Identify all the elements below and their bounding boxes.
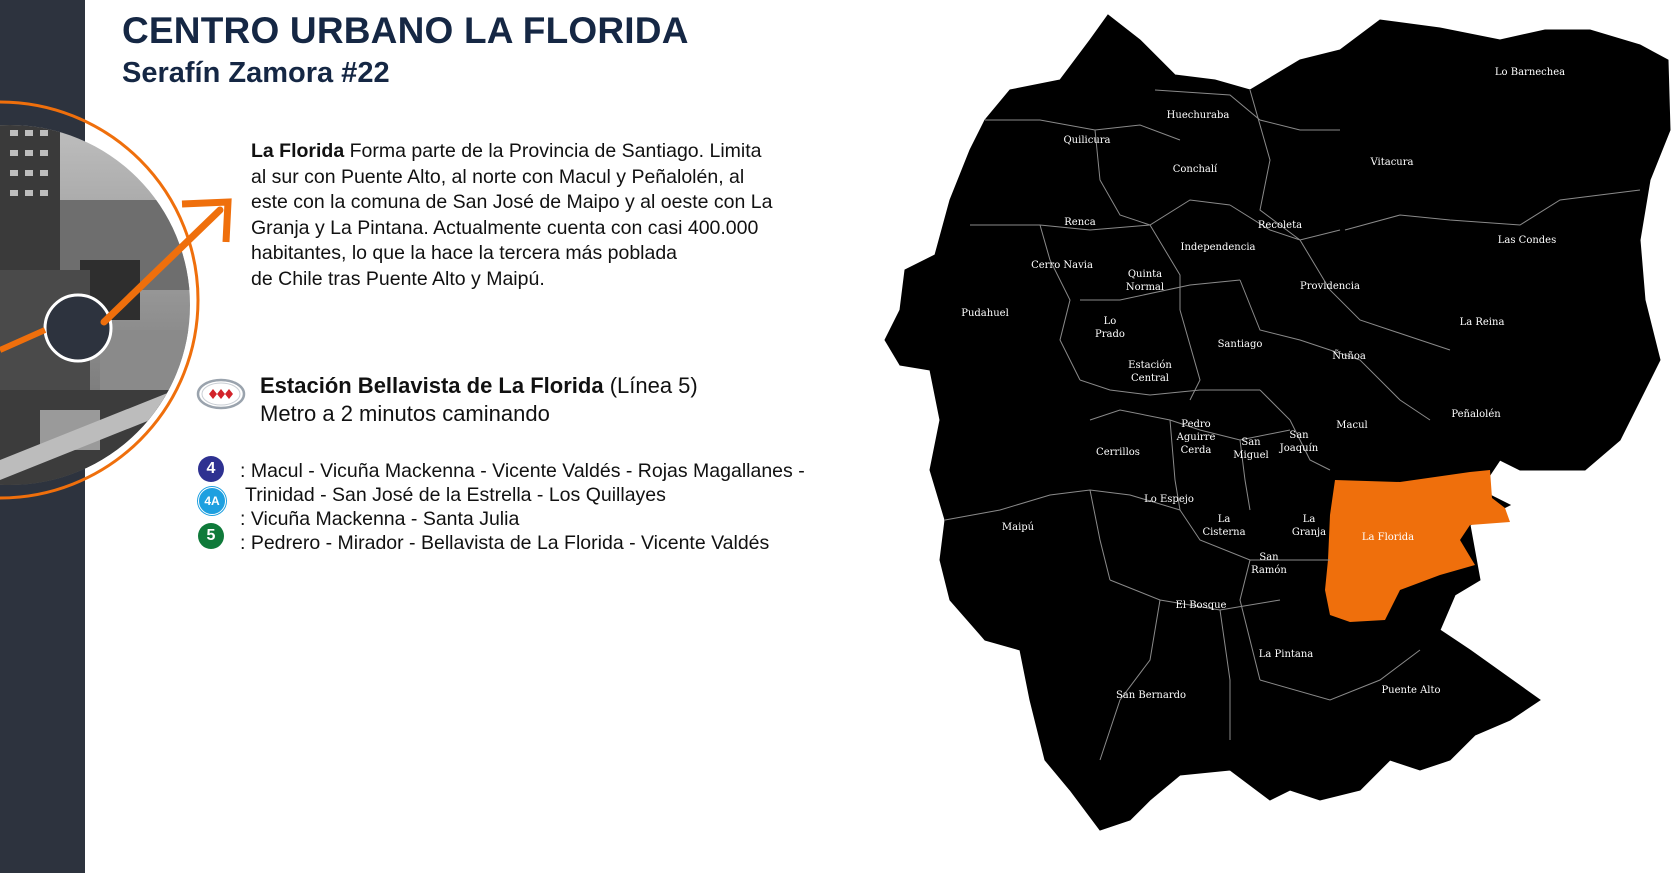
comuna-label-conchali: Conchalí <box>1172 164 1218 175</box>
comuna-label-independencia: Independencia <box>1180 242 1256 253</box>
comuna-label-pedro-aguirre-cerda-3: Cerda <box>1180 445 1212 456</box>
comuna-label-macul: Macul <box>1336 420 1368 431</box>
arrow-icon <box>100 190 240 330</box>
comuna-label-penalolen: Peñalolén <box>1451 409 1501 420</box>
station-walk-time: Metro a 2 minutos caminando <box>260 401 550 426</box>
page-subtitle: Serafín Zamora #22 <box>122 57 390 89</box>
line-4a-stations: : Vicuña Mackenna - Santa Julia <box>240 508 520 530</box>
comuna-label-lo-prado-2: Prado <box>1095 329 1125 340</box>
comuna-label-la-florida: La Florida <box>1361 532 1415 543</box>
description-line: Granja y La Pintana. Actualmente cuenta con casi 400.000 <box>251 216 759 239</box>
comuna-label-san-bernardo: San Bernardo <box>1115 690 1187 701</box>
description-text <box>251 139 811 292</box>
comuna-label-estacion-central-1: Estación <box>1128 360 1172 371</box>
comuna-label-nunoa: Ñuñoa <box>1332 351 1366 362</box>
station-info <box>260 372 698 428</box>
comuna-label-maipu: Maipú <box>1001 522 1035 533</box>
comuna-label-san-ramon-1: San <box>1259 552 1279 563</box>
comuna-label-pedro-aguirre-cerda-2: Aguirre <box>1176 432 1216 443</box>
comuna-label-estacion-central-2: Central <box>1131 373 1169 384</box>
santiago-comunas-map <box>880 0 1675 873</box>
comuna-label-lo-barnechea: Lo Barnechea <box>1494 67 1566 78</box>
comuna-label-pedro-aguirre-cerda-1: Pedro <box>1181 419 1211 430</box>
comuna-label-vitacura: Vitacura <box>1370 157 1414 168</box>
comuna-label-pudahuel: Pudahuel <box>961 308 1009 319</box>
page-title: CENTRO URBANO LA FLORIDA <box>122 10 689 51</box>
comuna-label-cerrillos: Cerrillos <box>1096 447 1140 458</box>
comuna-label-quinta-normal-1: Quinta <box>1127 269 1163 280</box>
comuna-label-las-condes: Las Condes <box>1497 235 1557 246</box>
comuna-label-la-granja-2: Granja <box>1291 527 1327 538</box>
line-4-stations-cont: Trinidad - San José de la Estrella - Los Quillayes <box>245 484 666 506</box>
comuna-label-san-miguel-2: Miguel <box>1233 450 1269 461</box>
comuna-label-quilicura: Quilicura <box>1063 135 1111 146</box>
comuna-label-san-joaquin-1: San <box>1289 430 1309 441</box>
comuna-label-puente-alto: Puente Alto <box>1381 685 1441 696</box>
description-line: al sur con Puente Alto, al norte con Macul y Peñalolén, al <box>251 165 745 188</box>
line-4a-badge-icon: 4A <box>198 487 226 515</box>
description-line: Forma parte de la Provincia de Santiago. Limita <box>344 140 762 162</box>
description-line: este con la comuna de San José de Maipo y al oeste con La <box>251 191 773 213</box>
line-4-stations: : Macul - Vicuña Mackenna - Vicente Valdés - Rojas Magallanes - <box>240 460 805 482</box>
map-landmass <box>885 15 1670 830</box>
comuna-label-santiago: Santiago <box>1217 339 1263 350</box>
comuna-label-san-ramon-2: Ramón <box>1251 565 1287 576</box>
comuna-label-huechuraba: Huechuraba <box>1166 110 1230 121</box>
comuna-label-providencia: Providencia <box>1300 281 1360 292</box>
comuna-label-san-miguel-1: San <box>1241 437 1261 448</box>
comuna-label-la-reina: La Reina <box>1459 317 1505 328</box>
comuna-label-el-bosque: El Bosque <box>1175 600 1227 611</box>
comuna-label-san-joaquin-2: Joaquín <box>1279 443 1319 454</box>
description-line: habitantes, lo que la hace la tercera más poblada <box>251 242 678 264</box>
line-5-stations: : Pedrero - Mirador - Bellavista de La Florida - Vicente Valdés <box>240 532 770 554</box>
comuna-label-lo-espejo: Lo Espejo <box>1144 494 1194 505</box>
comuna-label-la-granja-1: La <box>1302 514 1316 525</box>
station-line-note: (Línea 5) <box>609 373 698 398</box>
line-4-badge-icon: 4 <box>198 456 224 482</box>
line-5-badge-icon: 5 <box>198 523 224 549</box>
comuna-label-la-cisterna-2: Cisterna <box>1202 527 1246 538</box>
metro-logo-icon <box>196 377 246 411</box>
comuna-label-lo-prado-1: Lo <box>1103 316 1117 327</box>
comuna-label-renca: Renca <box>1064 217 1096 228</box>
comuna-label-la-cisterna-1: La <box>1217 514 1231 525</box>
comuna-label-la-pintana: La Pintana <box>1258 649 1314 660</box>
comuna-label-recoleta: Recoleta <box>1257 220 1303 231</box>
description-line: de Chile tras Puente Alto y Maipú. <box>251 267 545 290</box>
description-lead: La Florida <box>251 140 345 162</box>
station-name: Estación Bellavista de La Florida <box>260 373 604 398</box>
comuna-label-cerro-navia: Cerro Navia <box>1031 260 1093 271</box>
comuna-label-quinta-normal-2: Normal <box>1125 282 1165 293</box>
